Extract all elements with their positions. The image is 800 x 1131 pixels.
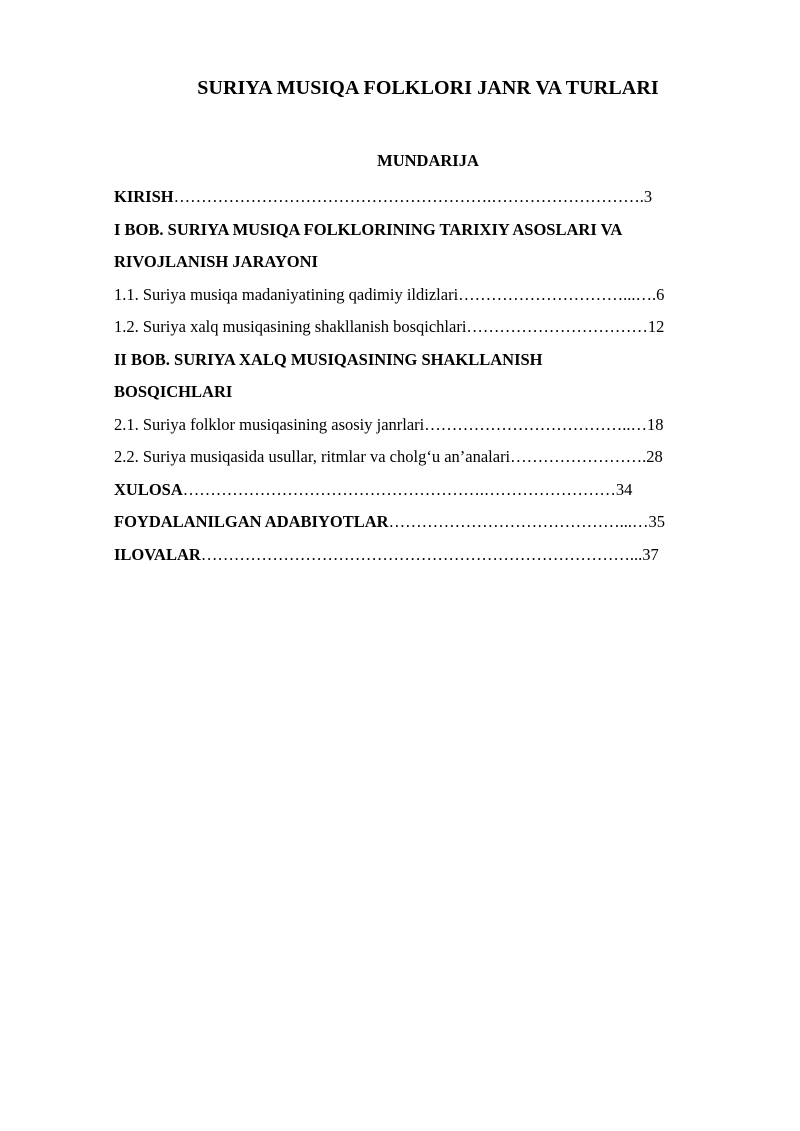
- toc-chapter-2-line-1[interactable]: II BOB. SURIYA XALQ MUSIQASINING SHAKLLANISH: [114, 349, 543, 369]
- document-title: SURIYA MUSIQA FOLKLORI JANR VA TURLARI: [197, 77, 659, 99]
- toc-entry-1-2[interactable]: [114, 311, 742, 344]
- toc-leader-dots: ………………………………………………….……………………….: [173, 187, 644, 206]
- toc-page-number: 37: [642, 544, 659, 564]
- toc-leader-dots: ……………………………………………….……………………: [182, 479, 616, 499]
- toc-leader-dots: ……………………………: [466, 317, 648, 336]
- toc-chapter-2-line-2[interactable]: BOSQICHLARI: [114, 382, 233, 401]
- toc-page-number: 34: [615, 479, 633, 499]
- toc-entry-label: FOYDALANILGAN ADABIYOTLAR: [114, 512, 389, 531]
- toc-leader-dots: ………………………………..…: [424, 414, 648, 434]
- toc-entry-kirish[interactable]: [114, 181, 742, 214]
- toc-entry-foydalanilgan-adabiyotlar[interactable]: [114, 506, 742, 539]
- toc-entry-label: 1.1. Suriya musiqa madaniyatining qadimiy ildizlari: [114, 284, 459, 304]
- toc-page-number: 6: [656, 284, 665, 304]
- toc-page-number: 3: [643, 187, 653, 206]
- toc-entry-label: 2.1. Suriya folklor musiqasining asosiy janrlari: [114, 414, 425, 434]
- toc-entry-1-1[interactable]: [114, 279, 742, 312]
- table-of-contents: [114, 181, 742, 571]
- toc-entry-ilovalar[interactable]: [114, 539, 742, 572]
- toc-page-number: 28: [646, 447, 663, 466]
- toc-leader-dots: ……………………………………...…: [388, 512, 649, 531]
- toc-entry-label: 1.2. Suriya xalq musiqasining shakllanish bosqichlari: [114, 317, 467, 336]
- toc-entry-xulosa[interactable]: [114, 474, 742, 507]
- toc-entry-label: ILOVALAR: [114, 544, 201, 564]
- toc-page-number: 12: [647, 317, 665, 336]
- toc-entry-2-2[interactable]: [114, 441, 742, 474]
- toc-chapter-1-line-1[interactable]: I BOB. SURIYA MUSIQA FOLKLORINING TARIXIY ASOSLARI VA: [114, 219, 623, 239]
- toc-entry-label: XULOSA: [114, 479, 183, 499]
- toc-chapter-1-line-2[interactable]: RIVOJLANISH JARAYONI: [114, 252, 318, 271]
- toc-page-number: 35: [648, 512, 665, 531]
- toc-leader-dots: ……………………………………………………………………...: [200, 544, 643, 564]
- toc-heading: MUNDARIJA: [377, 151, 479, 170]
- toc-entry-label: KIRISH: [114, 187, 174, 206]
- toc-entry-2-1[interactable]: [114, 409, 742, 442]
- toc-leader-dots: …………………….: [510, 447, 647, 466]
- toc-leader-dots: …………………………...….: [458, 284, 657, 304]
- toc-entry-label: 2.2. Suriya musiqasida usullar, ritmlar va cholg‘u an’analari: [114, 447, 511, 466]
- toc-page-number: 18: [647, 414, 664, 434]
